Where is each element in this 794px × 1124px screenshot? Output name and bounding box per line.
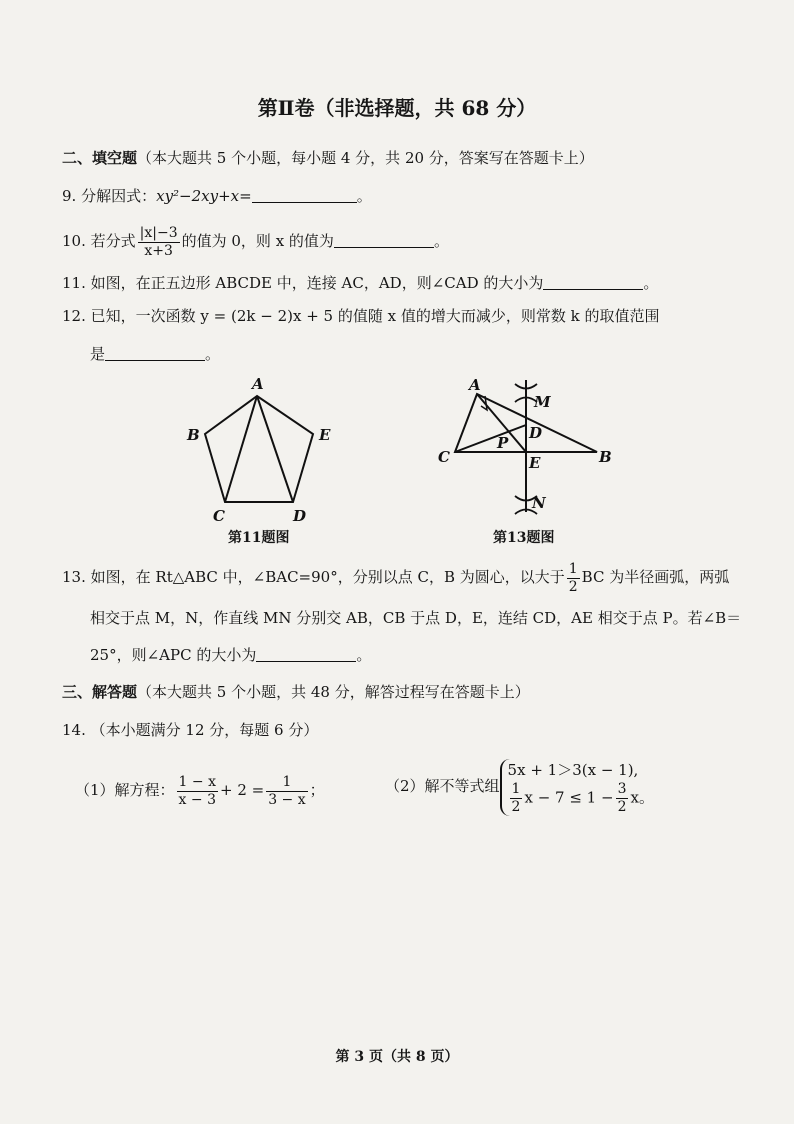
question-10-fraction-numerator: |x|−3 [139,224,178,241]
fig13-label-b: B [599,448,612,466]
segment-ad [257,396,293,502]
question-13-fraction [567,561,580,596]
question-9 [62,186,372,206]
question-13-line-3 [90,645,371,665]
question-10-answer-blank[interactable] [334,247,434,248]
question-12-text: 已知，一次函数 y = (2k − 2)x + 5 的值随 x 值的增大而减少，则常数 k 的取值范围 [90,307,660,325]
question-14-note: （本小题满分 12 分，每题 6 分） [90,721,319,739]
question-11-text: 如图，在正五边形 ABCDE 中，连接 AC，AD，则∠CAD 的大小为 [90,274,544,292]
question-9-answer-blank[interactable] [252,202,357,203]
question-14-part-1-fraction-2-numerator: 1 [266,774,307,792]
question-14 [62,720,318,740]
inequality-row-2-fraction-1-denominator: 2 [511,798,521,815]
question-13-number: 13. [62,568,86,586]
question-13 [62,560,729,596]
question-11-number: 11. [62,274,86,292]
question-14-part-2-label: （2）解不等式组 [385,777,500,795]
fig13-label-e: E [529,454,541,472]
section-2-heading [62,148,594,168]
question-11-end: 。 [643,274,659,292]
question-10-number: 10. [62,232,86,250]
inequality-row-2-fraction-1 [510,781,523,816]
question-10-pre: 若分式 [90,232,136,250]
question-10-post: 的值为 0，则 x 的值为 [181,232,334,250]
question-13-line-3-text: 25°，则∠APC 的大小为 [90,646,257,664]
question-9-number: 9. [62,187,77,205]
fig13-label-m: M [534,393,551,411]
fig11-label-d: D [293,507,307,525]
fig13-label-n: N [532,494,546,512]
inequality-row-2 [508,781,654,816]
question-12 [62,306,659,326]
question-12-text-2: 是 [90,345,106,363]
fig11-label-a: A [252,375,264,393]
section-2-note: （本大题共 5 个小题，每小题 4 分，共 20 分，答案写在答题卡上） [137,149,594,167]
fig13-label-p: P [497,434,509,452]
figure-13-caption: 第13题图 [493,530,555,546]
inequality-row-1: 5x + 1＞3(x − 1), [507,760,639,779]
question-14-part-1-middle: + 2 = [219,781,265,799]
question-14-part-1-fraction-2 [266,774,307,809]
fig13-label-d: D [529,424,543,442]
question-12-answer-blank[interactable] [105,360,205,361]
inequality-row-2-fraction-2-denominator: 2 [617,798,627,815]
inequality-system [500,759,654,816]
question-10-end: 。 [433,232,449,250]
question-14-part-1-end: ； [309,781,325,799]
inequality-row-2-fraction-2 [616,781,629,816]
question-13-post: BC 为半径画弧，两弧 [581,568,730,586]
question-12-number: 12. [62,307,86,325]
question-9-end: 。 [356,187,372,205]
question-13-fraction-numerator: 1 [568,560,578,577]
question-13-end: 。 [356,646,372,664]
question-13-fraction-denominator: 2 [568,578,578,595]
fig13-label-a: A [469,376,481,394]
question-14-number: 14. [62,721,86,739]
figure-11-caption: 第11题图 [228,530,290,546]
question-14-part-1-fraction-1-numerator: 1 − x [178,773,216,790]
page-footer: 第 3 页（共 8 页） [335,1049,459,1065]
pentagon-outline [205,396,313,502]
fig11-label-b: B [187,426,200,444]
question-13-answer-blank[interactable] [256,661,356,662]
question-14-part-1-label: （1）解方程： [75,781,175,799]
section-3-heading [62,682,530,702]
question-10-fraction [138,225,180,260]
inequality-row-2-fraction-1-numerator: 1 [511,780,521,797]
question-14-part-1-fraction-1-denominator: x − 3 [178,791,216,808]
section-2-title: 二、填空题 [62,149,138,167]
question-11 [62,273,658,293]
question-11-answer-blank[interactable] [543,289,643,290]
question-14-part-1-fraction-2-denominator: 3 − x [268,791,306,808]
segment-ac [225,396,257,502]
question-9-expression: xy²−2xy+x= [156,187,252,205]
fig13-label-c: C [438,448,450,466]
question-13-line-2: 相交于点 M，N，作直线 MN 分别交 AB，CB 于点 D，E，连结 CD，AE 相交于点 P。若∠B＝ [90,609,742,627]
inequality-row-2-middle: x − 7 ≤ 1 − [524,788,614,806]
question-10-fraction-denominator: x+3 [144,242,173,259]
figure-11-pentagon [175,372,365,527]
figure-13-triangle [425,372,625,522]
fig11-label-e: E [319,426,331,444]
question-14-part-1-fraction-1 [177,774,218,809]
question-9-label: 分解因式： [81,187,157,205]
question-14-part-1 [75,770,325,810]
question-10 [62,224,449,260]
question-13-pre: 如图，在 Rt△ABC 中，∠BAC=90°，分别以点 C，B 为圆心，以大于 [90,568,565,586]
page-title: 第Ⅱ卷（非选择题，共 68 分） [257,96,537,120]
question-14-part-2 [385,756,654,816]
section-3-note: （本大题共 5 个小题，共 48 分，解答过程写在答题卡上） [137,683,530,701]
question-12-line-2 [90,344,220,364]
section-3-title: 三、解答题 [62,683,138,701]
question-12-end: 。 [205,345,221,363]
inequality-row-2-fraction-2-numerator: 3 [617,780,627,797]
fig11-label-c: C [213,507,225,525]
inequality-row-2-end: x。 [630,788,654,806]
